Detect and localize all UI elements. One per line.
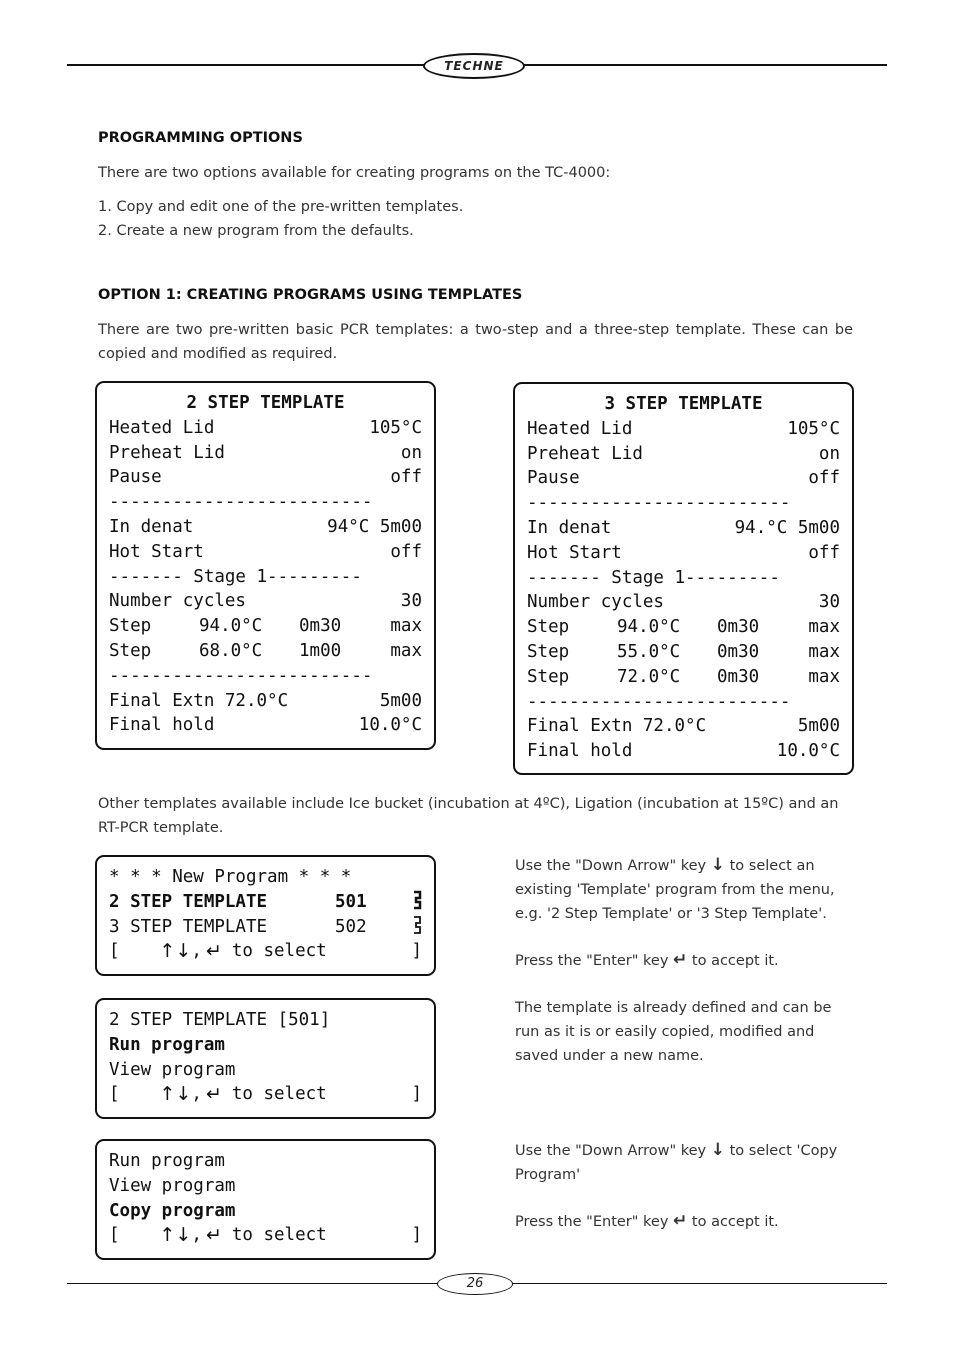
hot-start-row: Hot Start off <box>109 541 422 562</box>
instruction-enter-accept: Press the "Enter" key ↵ to accept it. <box>515 950 779 970</box>
menu-item-2-step-template: 2 STEP TEMPLATE 501 <box>109 890 422 915</box>
instruction-down-arrow-select: Use the "Down Arrow" key ↓ to select an existing 'Template' program from the menu, e.g. '2 Step Template' or '3 Step Template'. <box>515 855 835 922</box>
divider: ------------------------- <box>527 493 791 514</box>
instruction-enter-accept: Press the "Enter" key ↵ to accept it. <box>515 1211 779 1231</box>
option-item-2: 2. Create a new program from the defaults. <box>98 223 414 239</box>
instruction-template-defined: The template is already defined and can be run as it is or easily copied, modified and saved under a new name. <box>515 1000 832 1064</box>
menu-item-run-program: Run program <box>109 1034 225 1055</box>
heated-lid-row: Heated Lid 105°C <box>527 418 840 439</box>
down-arrow-icon: ↓ <box>175 940 192 963</box>
section-heading-programming-options: PROGRAMMING OPTIONS <box>98 130 303 146</box>
lcd-3-step-template <box>513 382 854 775</box>
divider: ------------------------- <box>527 691 791 712</box>
stage-divider: ------- Stage 1--------- <box>109 566 362 587</box>
enter-key-icon: ↵ <box>673 950 688 970</box>
enter-key-icon: ↵ <box>205 1224 222 1247</box>
final-hold-row: Final hold 10.0°C <box>109 715 422 736</box>
pause-row: Pause off <box>527 468 840 489</box>
in-denat-row: In denat 94°C 5m00 <box>109 516 422 537</box>
lcd-run-program-menu <box>95 998 436 1119</box>
nav-hint-row: [ ↑ ↓ , ↵ to select ] <box>109 1083 422 1106</box>
template-lock-icon <box>395 890 422 915</box>
intro-text: There are two options available for creating programs on the TC-4000: <box>98 165 611 181</box>
nav-hint-row: [ ↑ ↓ , ↵ to select ] <box>109 940 422 963</box>
enter-key-icon: ↵ <box>205 940 222 963</box>
step-row: Step 55.0°C 0m30 max <box>527 641 840 662</box>
pause-row: Pause off <box>109 467 422 488</box>
preheat-lid-row: Preheat Lid on <box>109 442 422 463</box>
down-arrow-icon: ↓ <box>175 1224 192 1247</box>
stage-divider: ------- Stage 1--------- <box>527 567 780 588</box>
final-hold-row: Final hold 10.0°C <box>527 741 840 762</box>
lcd-copy-program-menu <box>95 1139 436 1260</box>
down-arrow-icon: ↓ <box>710 1140 725 1160</box>
heated-lid-row: Heated Lid 105°C <box>109 417 422 438</box>
other-templates-text: Other templates available include Ice bucket (incubation at 4ºC), Ligation (incubation at 15ºC) and an RT-PCR template. <box>98 796 839 836</box>
final-extn-row: Final Extn 72.0°C 5m00 <box>109 690 422 711</box>
techne-logo: TECHNE <box>423 53 525 79</box>
final-extn-row: Final Extn 72.0°C 5m00 <box>527 716 840 737</box>
divider: ------------------------- <box>109 492 373 513</box>
lcd-2-step-template <box>95 381 436 750</box>
option-item-1: 1. Copy and edit one of the pre-written templates. <box>98 199 464 215</box>
enter-key-icon: ↵ <box>205 1083 222 1106</box>
cycles-row: Number cycles 30 <box>527 592 840 613</box>
preheat-lid-row: Preheat Lid on <box>527 443 840 464</box>
step-row: Step 68.0°C 1m00 max <box>109 640 422 661</box>
menu-item-3-step-template: 3 STEP TEMPLATE 502 <box>109 915 422 940</box>
menu-item-copy-program: Copy program <box>109 1200 236 1221</box>
menu-item-run-program: Run program <box>109 1151 225 1171</box>
down-arrow-icon: ↓ <box>175 1083 192 1106</box>
up-arrow-icon: ↑ <box>159 940 176 963</box>
step-row: Step 94.0°C 0m30 max <box>109 616 422 637</box>
lcd-title: 2 STEP TEMPLATE [501] <box>109 1010 331 1030</box>
lcd-new-program <box>95 855 436 976</box>
nav-hint-row: [ ↑ ↓ , ↵ to select ] <box>109 1224 422 1247</box>
in-denat-row: In denat 94.°C 5m00 <box>527 517 840 538</box>
hot-start-row: Hot Start off <box>527 542 840 563</box>
lcd-title: 2 STEP TEMPLATE <box>186 393 345 413</box>
lcd-title: * * * New Program * * * <box>109 867 352 887</box>
lcd-title: 3 STEP TEMPLATE <box>604 394 763 414</box>
up-arrow-icon: ↑ <box>159 1224 176 1247</box>
section-heading-option-1: OPTION 1: CREATING PROGRAMS USING TEMPLATES <box>98 287 523 303</box>
cycles-row: Number cycles 30 <box>109 591 422 612</box>
menu-item-view-program: View program <box>109 1175 236 1196</box>
menu-item-view-program: View program <box>109 1059 236 1080</box>
instruction-down-arrow-copy: Use the "Down Arrow" key ↓ to select 'Copy Program' <box>515 1140 838 1183</box>
template-lock-icon <box>395 915 422 940</box>
step-row: Step 72.0°C 0m30 max <box>527 666 840 687</box>
down-arrow-icon: ↓ <box>710 855 725 875</box>
divider: ------------------------- <box>109 665 373 686</box>
enter-key-icon: ↵ <box>673 1211 688 1231</box>
up-arrow-icon: ↑ <box>159 1083 176 1106</box>
page-number: 26 <box>437 1273 513 1295</box>
step-row: Step 94.0°C 0m30 max <box>527 617 840 638</box>
templates-intro-text: There are two pre-written basic PCR templates: a two-step and a three-step template. These can be copied and modified as required. <box>98 322 853 362</box>
